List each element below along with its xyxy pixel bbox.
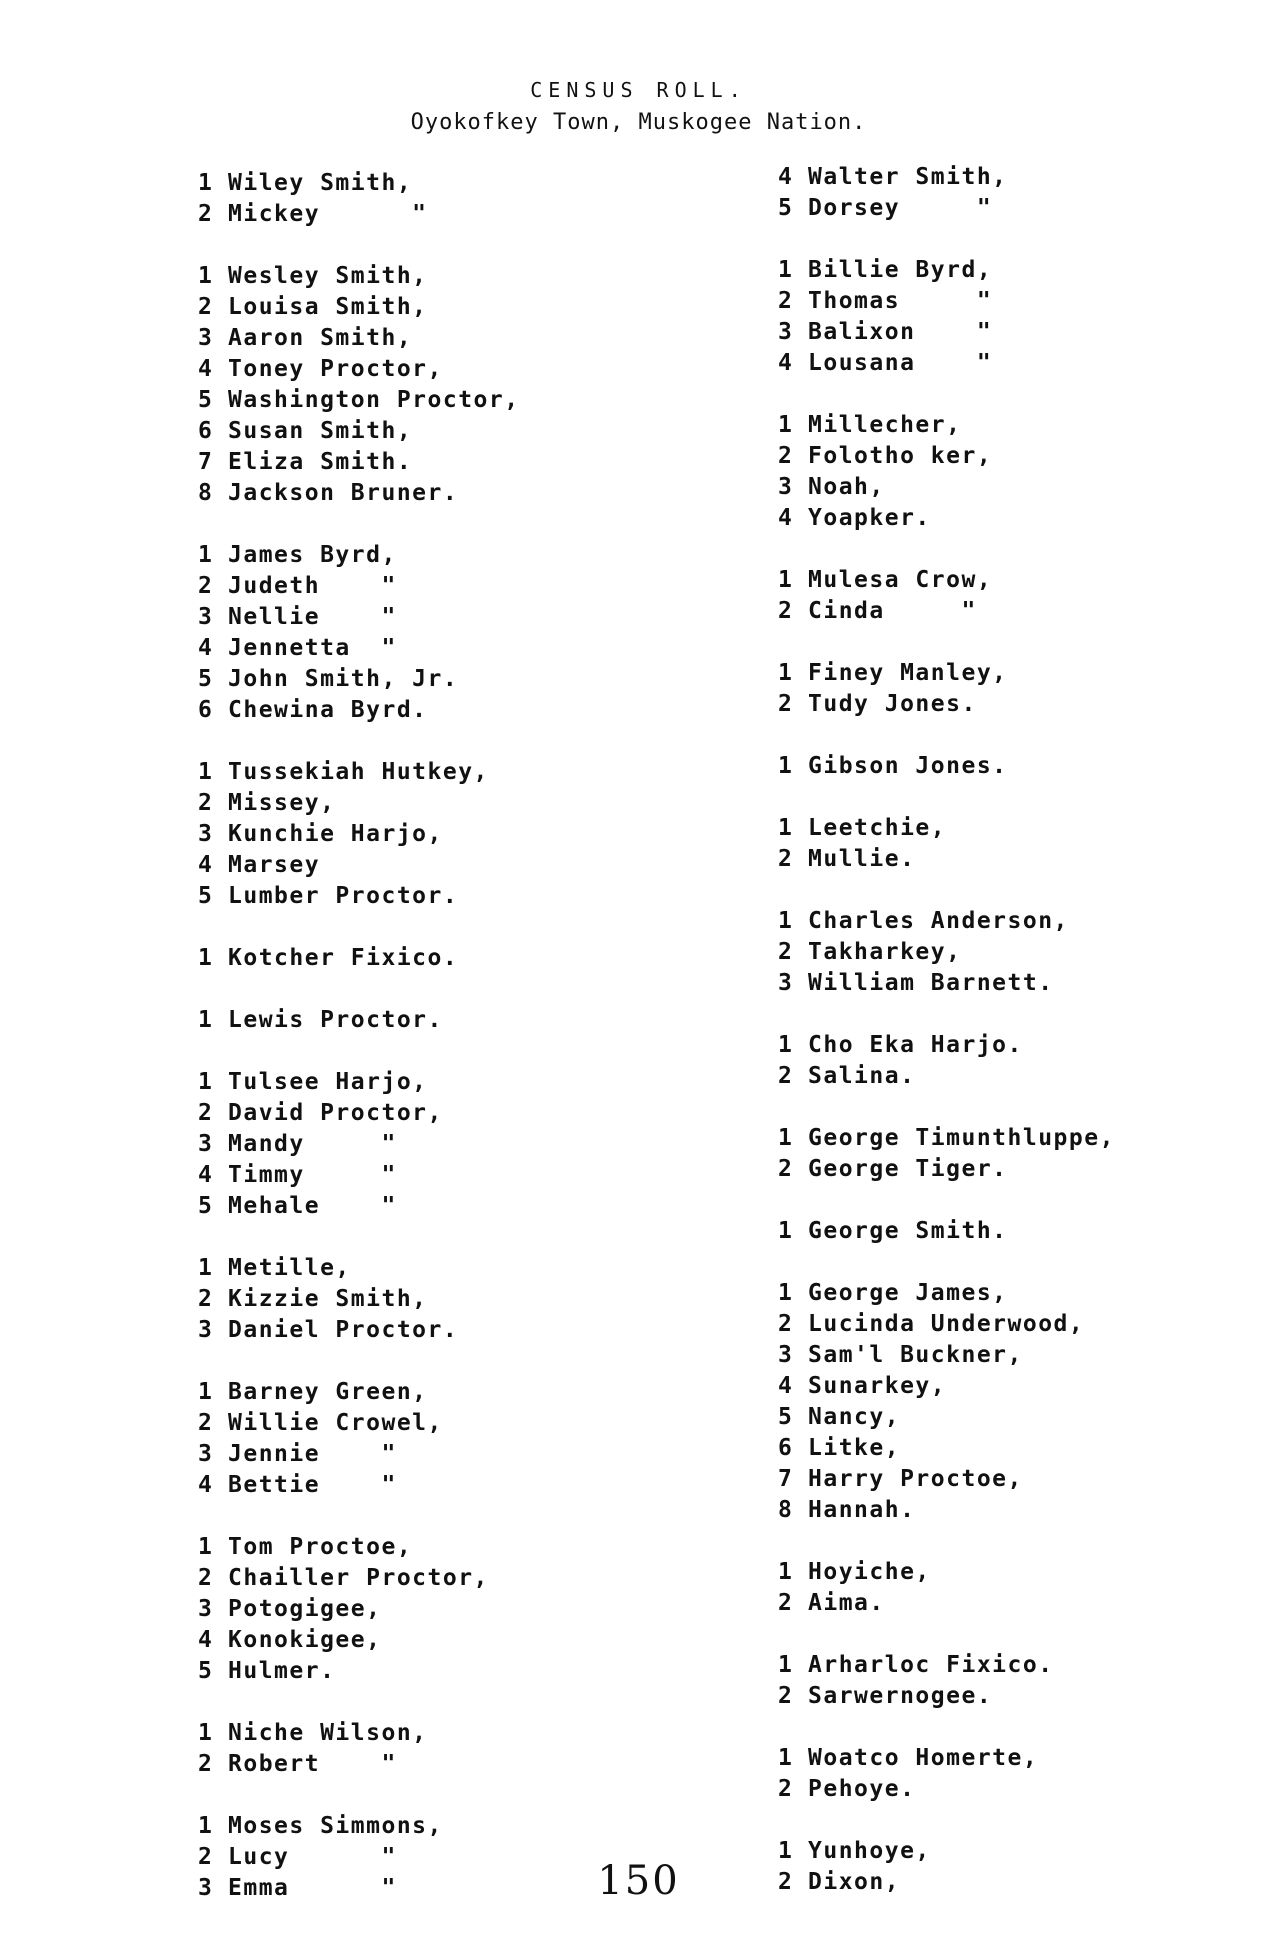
entry-number: 1 xyxy=(778,1280,794,1306)
census-entry xyxy=(198,1098,520,1129)
entry-number: 7 xyxy=(198,449,214,475)
census-entry xyxy=(198,664,520,695)
census-entry xyxy=(198,354,520,385)
census-entry xyxy=(778,751,1115,782)
household-group xyxy=(198,1532,520,1687)
entry-number: 2 xyxy=(778,1776,794,1802)
household-group xyxy=(198,1253,520,1346)
entry-number: 5 xyxy=(198,1658,214,1684)
page-subtitle: Oyokofkey Town, Muskogee Nation. xyxy=(410,110,867,135)
census-entry xyxy=(198,1160,520,1191)
entry-number: 2 xyxy=(198,1751,214,1777)
entry-number: 5 xyxy=(198,883,214,909)
entry-number: 2 xyxy=(778,691,794,717)
census-entry xyxy=(778,255,1115,286)
household-group xyxy=(198,168,520,230)
census-entry xyxy=(198,1718,520,1749)
household-group xyxy=(778,906,1115,999)
household-group xyxy=(778,751,1115,782)
census-entry xyxy=(198,1377,520,1408)
census-entry xyxy=(778,1278,1115,1309)
household-group xyxy=(198,1067,520,1222)
census-entry xyxy=(198,416,520,447)
entry-number: 1 xyxy=(778,1032,794,1058)
entry-number: 4 xyxy=(778,1373,794,1399)
entry-name: Lucinda Underwood, xyxy=(808,1311,1085,1337)
entry-number: 1 xyxy=(198,1069,214,1095)
entry-number: 2 xyxy=(198,1410,214,1436)
entry-number: 2 xyxy=(778,1869,794,1895)
entry-number: 1 xyxy=(198,1534,214,1560)
entry-number: 2 xyxy=(778,443,794,469)
census-entry xyxy=(198,1749,520,1780)
household-group xyxy=(778,410,1115,534)
household-group xyxy=(778,1650,1115,1712)
entry-number: 3 xyxy=(778,970,794,996)
census-entry xyxy=(778,1464,1115,1495)
entry-number: 3 xyxy=(198,1441,214,1467)
census-entry xyxy=(778,1216,1115,1247)
census-entry xyxy=(778,1433,1115,1464)
entry-number: 2 xyxy=(198,1844,214,1870)
household-group xyxy=(198,757,520,912)
entry-number: 1 xyxy=(198,1255,214,1281)
entry-number: 2 xyxy=(778,288,794,314)
census-entry xyxy=(198,478,520,509)
entry-name: Walter Smith, xyxy=(808,164,1008,190)
household-group xyxy=(778,162,1115,224)
entry-name: Jennie " xyxy=(228,1441,397,1467)
entry-name: Yunhoye, xyxy=(808,1838,931,1864)
entry-number: 1 xyxy=(778,815,794,841)
census-entry xyxy=(778,906,1115,937)
census-entry xyxy=(198,261,520,292)
household-group xyxy=(778,1030,1115,1092)
page-title: CENSUS ROLL. xyxy=(530,78,747,102)
entry-name: Wesley Smith, xyxy=(228,263,428,289)
entry-number: 1 xyxy=(778,1745,794,1771)
entry-name: David Proctor, xyxy=(228,1100,443,1126)
census-entry xyxy=(198,602,520,633)
household-group xyxy=(778,658,1115,720)
entry-name: Niche Wilson, xyxy=(228,1720,428,1746)
entry-name: Robert " xyxy=(228,1751,397,1777)
entry-name: James Byrd, xyxy=(228,542,397,568)
entry-number: 4 xyxy=(198,635,214,661)
entry-name: Gibson Jones. xyxy=(808,753,1008,779)
entry-number: 1 xyxy=(778,753,794,779)
entry-name: Billie Byrd, xyxy=(808,257,993,283)
census-entry xyxy=(778,1309,1115,1340)
entry-number: 4 xyxy=(198,1472,214,1498)
entry-name: Toney Proctor, xyxy=(228,356,443,382)
entry-name: Jackson Bruner. xyxy=(228,480,459,506)
census-entry xyxy=(778,1154,1115,1185)
entry-number: 2 xyxy=(198,573,214,599)
entry-number: 5 xyxy=(778,195,794,221)
census-entry xyxy=(778,410,1115,441)
entry-name: Jennetta " xyxy=(228,635,397,661)
entry-name: Balixon " xyxy=(808,319,993,345)
census-entry xyxy=(198,1129,520,1160)
entry-number: 4 xyxy=(198,1162,214,1188)
census-entry xyxy=(198,1563,520,1594)
entry-name: Chewina Byrd. xyxy=(228,697,428,723)
entry-name: George James, xyxy=(808,1280,1008,1306)
entry-number: 3 xyxy=(198,821,214,847)
household-group xyxy=(778,1123,1115,1185)
entry-name: Konokigee, xyxy=(228,1627,382,1653)
census-entry xyxy=(778,844,1115,875)
entry-number: 1 xyxy=(198,1720,214,1746)
census-entry xyxy=(778,317,1115,348)
census-entry xyxy=(778,441,1115,472)
entry-number: 5 xyxy=(198,666,214,692)
entry-number: 4 xyxy=(778,164,794,190)
household-group xyxy=(198,1005,520,1036)
household-group xyxy=(198,1718,520,1780)
entry-number: 3 xyxy=(198,1875,214,1901)
entry-number: 6 xyxy=(198,697,214,723)
entry-number: 3 xyxy=(778,319,794,345)
entry-name: Mandy " xyxy=(228,1131,397,1157)
census-entry xyxy=(778,565,1115,596)
entry-number: 4 xyxy=(778,350,794,376)
entry-number: 2 xyxy=(198,790,214,816)
census-entry xyxy=(198,1191,520,1222)
census-entry xyxy=(778,193,1115,224)
entry-name: Aaron Smith, xyxy=(228,325,413,351)
entry-number: 1 xyxy=(778,1838,794,1864)
entry-name: Leetchie, xyxy=(808,815,947,841)
household-group xyxy=(778,813,1115,875)
entry-number: 1 xyxy=(198,170,214,196)
census-entry xyxy=(778,1557,1115,1588)
entry-number: 4 xyxy=(198,1627,214,1653)
entry-name: Salina. xyxy=(808,1063,916,1089)
entry-number: 1 xyxy=(198,263,214,289)
census-entry xyxy=(778,596,1115,627)
entry-name: Finey Manley, xyxy=(808,660,1008,686)
entry-name: Eliza Smith. xyxy=(228,449,413,475)
census-entry xyxy=(198,168,520,199)
entry-name: Kotcher Fixico. xyxy=(228,945,459,971)
entry-number: 3 xyxy=(198,325,214,351)
entry-name: Susan Smith, xyxy=(228,418,413,444)
entry-number: 2 xyxy=(778,598,794,624)
census-entry xyxy=(198,819,520,850)
census-entry xyxy=(778,968,1115,999)
entry-number: 2 xyxy=(198,201,214,227)
census-entry xyxy=(778,1371,1115,1402)
census-entry xyxy=(198,1656,520,1687)
entry-name: Lucy " xyxy=(228,1844,397,1870)
entry-name: Sunarkey, xyxy=(808,1373,947,1399)
entry-name: Cho Eka Harjo. xyxy=(808,1032,1023,1058)
entry-name: Willie Crowel, xyxy=(228,1410,443,1436)
entry-number: 2 xyxy=(198,1565,214,1591)
entry-name: Noah, xyxy=(808,474,885,500)
entry-name: Litke, xyxy=(808,1435,901,1461)
entry-number: 1 xyxy=(778,660,794,686)
entry-name: Tudy Jones. xyxy=(808,691,977,717)
entry-name: George Timunthluppe, xyxy=(808,1125,1115,1151)
census-entry xyxy=(198,447,520,478)
entry-name: Lumber Proctor. xyxy=(228,883,459,909)
census-entry xyxy=(198,1067,520,1098)
census-entry xyxy=(198,1408,520,1439)
entry-name: Metille, xyxy=(228,1255,351,1281)
entry-number: 1 xyxy=(198,945,214,971)
entry-number: 5 xyxy=(778,1404,794,1430)
census-entry xyxy=(198,695,520,726)
entry-number: 1 xyxy=(198,759,214,785)
entry-name: Aima. xyxy=(808,1590,885,1616)
census-entry xyxy=(198,1315,520,1346)
page-number: 150 xyxy=(597,1858,680,1904)
census-entry xyxy=(778,472,1115,503)
entry-name: Louisa Smith, xyxy=(228,294,428,320)
entry-number: 3 xyxy=(198,1596,214,1622)
entry-name: Mehale " xyxy=(228,1193,397,1219)
entry-name: Harry Proctoe, xyxy=(808,1466,1023,1492)
entry-number: 1 xyxy=(778,1559,794,1585)
entry-number: 2 xyxy=(198,1286,214,1312)
right-column xyxy=(778,162,1115,1929)
entry-name: Potogigee, xyxy=(228,1596,382,1622)
census-entry xyxy=(198,571,520,602)
entry-number: 1 xyxy=(778,1125,794,1151)
entry-name: Thomas " xyxy=(808,288,993,314)
entry-name: John Smith, Jr. xyxy=(228,666,459,692)
census-entry xyxy=(198,757,520,788)
entry-name: Tom Proctoe, xyxy=(228,1534,413,1560)
census-entry xyxy=(778,286,1115,317)
entry-number: 1 xyxy=(778,567,794,593)
entry-name: Hannah. xyxy=(808,1497,916,1523)
entry-number: 3 xyxy=(198,1131,214,1157)
entry-number: 8 xyxy=(778,1497,794,1523)
census-entry xyxy=(778,1061,1115,1092)
entry-name: Arharloc Fixico. xyxy=(808,1652,1054,1678)
census-entry xyxy=(198,385,520,416)
census-entry xyxy=(198,1439,520,1470)
entry-name: William Barnett. xyxy=(808,970,1054,996)
census-entry xyxy=(778,1743,1115,1774)
census-entry xyxy=(198,1594,520,1625)
census-entry xyxy=(198,1625,520,1656)
census-entry xyxy=(778,503,1115,534)
census-entry xyxy=(778,1030,1115,1061)
entry-name: Nellie " xyxy=(228,604,397,630)
household-group xyxy=(198,1377,520,1501)
census-entry xyxy=(198,881,520,912)
entry-name: Hulmer. xyxy=(228,1658,336,1684)
household-group xyxy=(778,255,1115,379)
census-entry xyxy=(778,1123,1115,1154)
entry-number: 2 xyxy=(778,1683,794,1709)
census-entry xyxy=(778,658,1115,689)
entry-number: 6 xyxy=(778,1435,794,1461)
census-entry xyxy=(778,1495,1115,1526)
entry-name: Barney Green, xyxy=(228,1379,428,1405)
entry-number: 5 xyxy=(198,1193,214,1219)
entry-name: Daniel Proctor. xyxy=(228,1317,459,1343)
census-entry xyxy=(778,1774,1115,1805)
entry-name: Kunchie Harjo, xyxy=(228,821,443,847)
entry-name: Lewis Proctor. xyxy=(228,1007,443,1033)
entry-number: 1 xyxy=(198,1007,214,1033)
census-entry xyxy=(778,162,1115,193)
census-entry xyxy=(198,1470,520,1501)
entry-name: Bettie " xyxy=(228,1472,397,1498)
entry-name: Cinda " xyxy=(808,598,977,624)
entry-name: Millecher, xyxy=(808,412,962,438)
census-entry xyxy=(778,813,1115,844)
entry-name: George Smith. xyxy=(808,1218,1008,1244)
entry-number: 1 xyxy=(778,908,794,934)
household-group xyxy=(778,1216,1115,1247)
entry-name: Woatco Homerte, xyxy=(808,1745,1039,1771)
entry-name: Mulesa Crow, xyxy=(808,567,993,593)
entry-number: 5 xyxy=(198,387,214,413)
entry-number: 1 xyxy=(778,257,794,283)
entry-number: 2 xyxy=(778,846,794,872)
entry-number: 2 xyxy=(778,939,794,965)
entry-name: Pehoye. xyxy=(808,1776,916,1802)
entry-name: Hoyiche, xyxy=(808,1559,931,1585)
entry-name: Moses Simmons, xyxy=(228,1813,443,1839)
census-entry xyxy=(198,850,520,881)
entry-number: 2 xyxy=(778,1063,794,1089)
entry-name: Sam'l Buckner, xyxy=(808,1342,1023,1368)
entry-number: 3 xyxy=(198,1317,214,1343)
census-entry xyxy=(778,1588,1115,1619)
entry-name: Yoapker. xyxy=(808,505,931,531)
entry-number: 1 xyxy=(778,1652,794,1678)
household-group xyxy=(198,540,520,726)
census-entry xyxy=(198,1532,520,1563)
entry-number: 4 xyxy=(198,356,214,382)
census-entry xyxy=(198,540,520,571)
entry-number: 1 xyxy=(778,412,794,438)
census-entry xyxy=(778,348,1115,379)
entry-name: Timmy " xyxy=(228,1162,397,1188)
entry-name: Charles Anderson, xyxy=(808,908,1069,934)
entry-number: 2 xyxy=(778,1311,794,1337)
entry-name: Mullie. xyxy=(808,846,916,872)
entry-name: Wiley Smith, xyxy=(228,170,413,196)
census-entry xyxy=(198,633,520,664)
entry-number: 1 xyxy=(198,542,214,568)
census-entry xyxy=(198,1811,520,1842)
household-group xyxy=(198,261,520,509)
entry-name: Missey, xyxy=(228,790,336,816)
entry-name: Emma " xyxy=(228,1875,397,1901)
entry-name: Mickey " xyxy=(228,201,428,227)
census-entry xyxy=(198,788,520,819)
entry-name: Folotho ker, xyxy=(808,443,993,469)
entry-number: 1 xyxy=(198,1813,214,1839)
entry-number: 2 xyxy=(778,1590,794,1616)
census-entry xyxy=(778,689,1115,720)
census-entry xyxy=(198,1284,520,1315)
entry-number: 2 xyxy=(198,1100,214,1126)
entry-name: Nancy, xyxy=(808,1404,901,1430)
census-entry xyxy=(198,199,520,230)
entry-name: George Tiger. xyxy=(808,1156,1008,1182)
household-group xyxy=(778,565,1115,627)
entry-name: Marsey xyxy=(228,852,321,878)
entry-number: 8 xyxy=(198,480,214,506)
entry-number: 3 xyxy=(778,474,794,500)
entry-number: 6 xyxy=(198,418,214,444)
census-entry xyxy=(198,323,520,354)
entry-name: Washington Proctor, xyxy=(228,387,520,413)
household-group xyxy=(198,943,520,974)
entry-name: Sarwernogee. xyxy=(808,1683,993,1709)
census-entry xyxy=(778,937,1115,968)
census-entry xyxy=(198,943,520,974)
entry-number: 3 xyxy=(198,604,214,630)
entry-number: 1 xyxy=(778,1218,794,1244)
census-entry xyxy=(778,1340,1115,1371)
census-entry xyxy=(778,1402,1115,1433)
entry-number: 2 xyxy=(778,1156,794,1182)
entry-name: Dorsey " xyxy=(808,195,993,221)
entry-name: Tulsee Harjo, xyxy=(228,1069,428,1095)
entry-number: 3 xyxy=(778,1342,794,1368)
census-entry xyxy=(778,1650,1115,1681)
household-group xyxy=(778,1557,1115,1619)
entry-name: Kizzie Smith, xyxy=(228,1286,428,1312)
entry-number: 2 xyxy=(198,294,214,320)
left-column xyxy=(198,168,520,1935)
entry-number: 4 xyxy=(778,505,794,531)
household-group xyxy=(778,1278,1115,1526)
entry-name: Lousana " xyxy=(808,350,993,376)
census-entry xyxy=(198,292,520,323)
census-entry xyxy=(778,1681,1115,1712)
entry-number: 4 xyxy=(198,852,214,878)
entry-name: Tussekiah Hutkey, xyxy=(228,759,489,785)
household-group xyxy=(778,1743,1115,1805)
entry-name: Takharkey, xyxy=(808,939,962,965)
entry-number: 7 xyxy=(778,1466,794,1492)
entry-name: Dixon, xyxy=(808,1869,901,1895)
census-entry xyxy=(198,1005,520,1036)
entry-name: Judeth " xyxy=(228,573,397,599)
entry-number: 1 xyxy=(198,1379,214,1405)
entry-name: Chailler Proctor, xyxy=(228,1565,489,1591)
census-entry xyxy=(198,1253,520,1284)
